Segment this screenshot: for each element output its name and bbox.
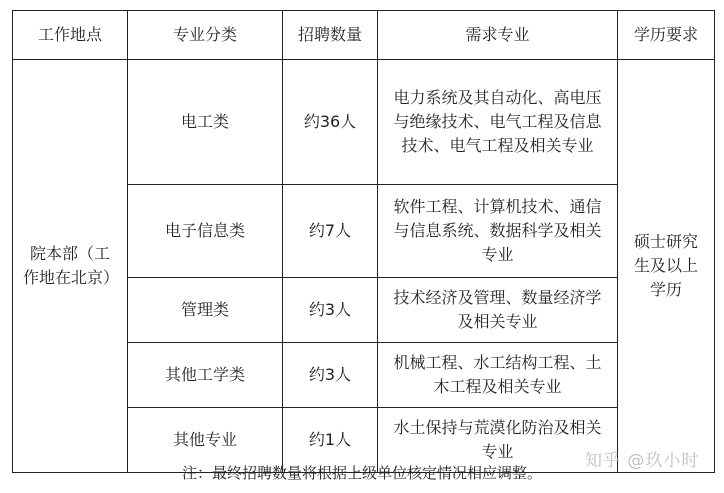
footnote: 注：最终招聘数量将根据上级单位核定情况相应调整。	[181, 464, 542, 482]
table-header-row	[13, 11, 715, 60]
header-count: 招聘数量	[283, 11, 378, 60]
count-cell: 约1人	[283, 408, 378, 473]
header-majors: 需求专业	[378, 11, 618, 60]
majors-cell: 电力系统及其自动化、高电压与绝缘技术、电气工程及信息技术、电气工程及相关专业	[378, 60, 618, 185]
count-cell: 约7人	[283, 185, 378, 278]
category-cell: 电工类	[128, 60, 283, 185]
count-cell: 约3人	[283, 343, 378, 408]
recruitment-table-container	[12, 10, 714, 473]
table-row	[13, 60, 715, 185]
header-category: 专业分类	[128, 11, 283, 60]
recruitment-table	[12, 10, 715, 473]
category-cell: 管理类	[128, 278, 283, 343]
majors-cell: 机械工程、水工结构工程、土木工程及相关专业	[378, 343, 618, 408]
category-cell: 其他专业	[128, 408, 283, 473]
majors-cell: 水土保持与荒漠化防治及相关专业	[378, 408, 618, 473]
count-cell: 约36人	[283, 60, 378, 185]
majors-cell: 软件工程、计算机技术、通信与信息系统、数据科学及相关专业	[378, 185, 618, 278]
category-cell: 其他工学类	[128, 343, 283, 408]
location-cell: 院本部（工作地在北京）	[13, 60, 128, 473]
header-location: 工作地点	[13, 11, 128, 60]
majors-cell: 技术经济及管理、数量经济学及相关专业	[378, 278, 618, 343]
count-cell: 约3人	[283, 278, 378, 343]
header-education: 学历要求	[618, 11, 715, 60]
source-watermark: 知乎 @玖小时	[585, 451, 700, 471]
education-cell: 硕士研究生及以上学历	[618, 60, 715, 473]
category-cell: 电子信息类	[128, 185, 283, 278]
